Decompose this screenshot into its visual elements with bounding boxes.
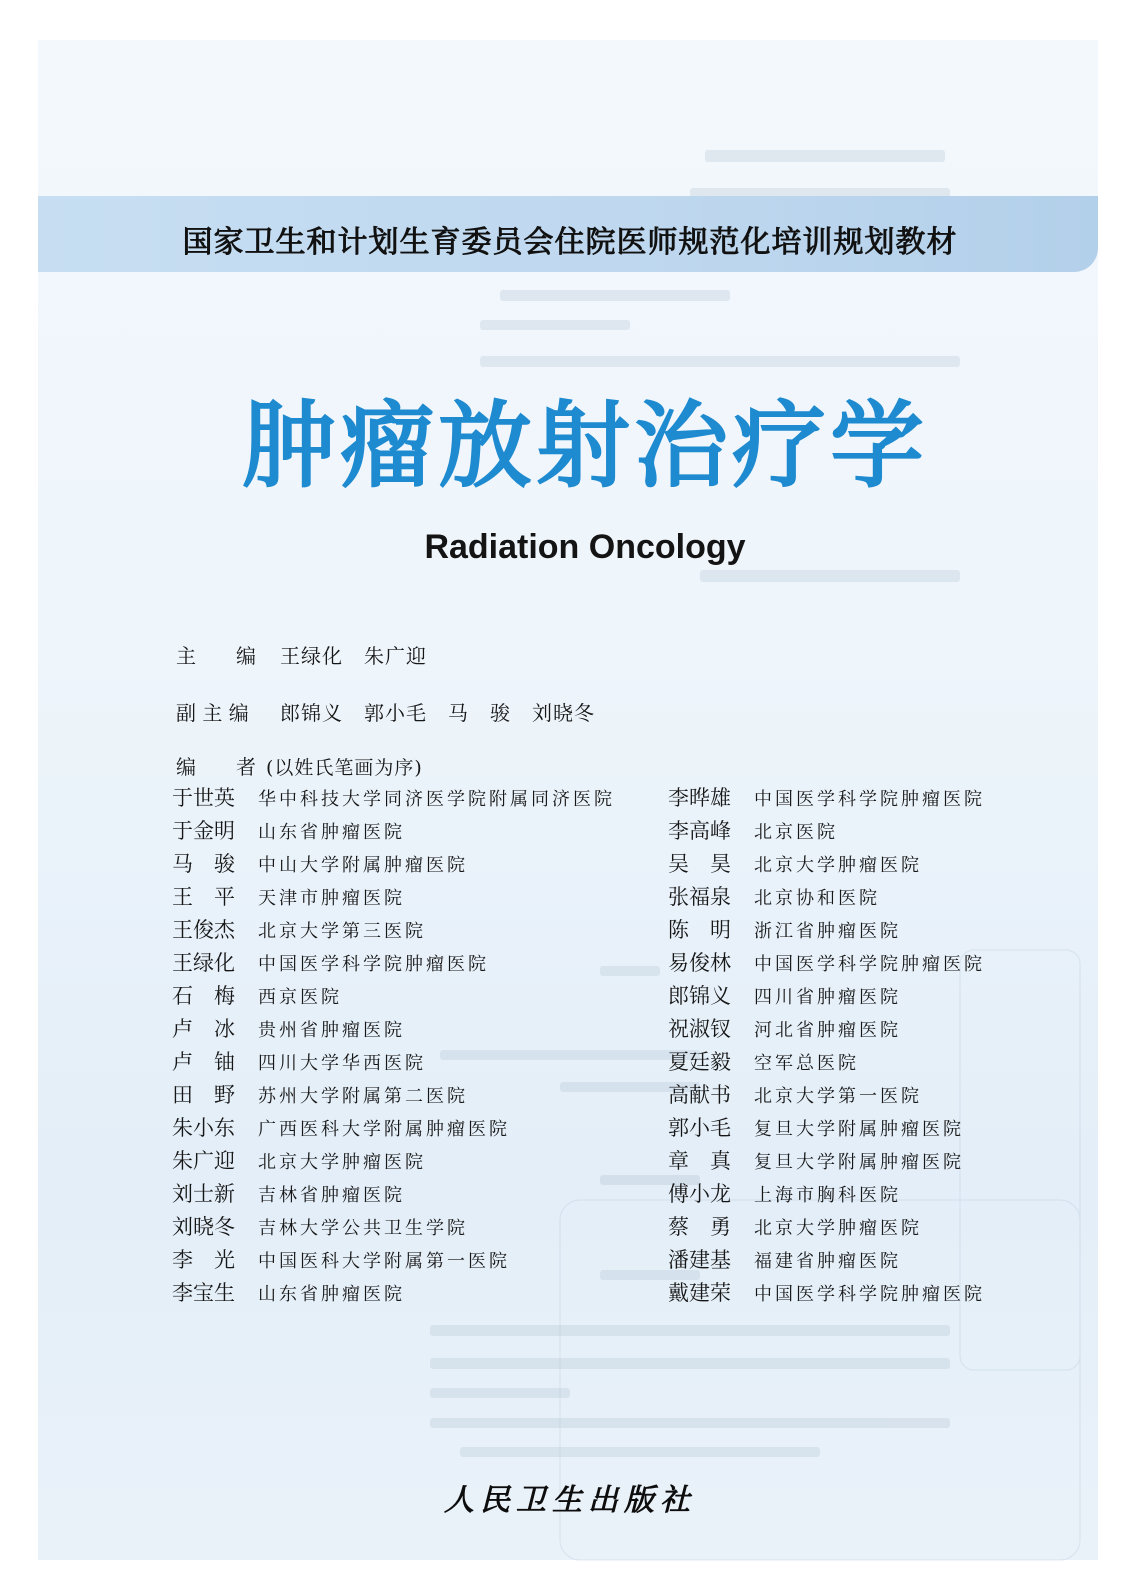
contributor-row	[668, 914, 985, 947]
contributor-row	[172, 947, 615, 980]
contributor-row	[172, 1178, 615, 1211]
contributor-name: 刘士新	[172, 1182, 235, 1206]
contributors-left-column	[172, 782, 615, 1310]
contributor-name: 易俊林	[668, 951, 731, 975]
contributor-affiliation: 四川大学华西医院	[258, 1053, 426, 1074]
contributor-affiliation: 北京大学第三医院	[258, 921, 426, 942]
contributor-name: 蔡 勇	[668, 1215, 731, 1239]
contributor-row	[668, 782, 985, 815]
contributor-name: 于金明	[172, 819, 235, 843]
contributor-name: 李 光	[172, 1248, 235, 1272]
contributor-name: 夏廷毅	[668, 1050, 731, 1074]
contributor-affiliation: 吉林省肿瘤医院	[258, 1185, 405, 1206]
contributor-name: 王俊杰	[172, 918, 235, 942]
contributor-name: 朱广迎	[172, 1149, 235, 1173]
contributor-affiliation: 北京大学肿瘤医院	[754, 855, 922, 876]
contributor-row	[668, 1079, 985, 1112]
contributors-note: (以姓氏笔画为序)	[266, 757, 423, 779]
contributor-affiliation: 复旦大学附属肿瘤医院	[754, 1152, 964, 1173]
contributor-affiliation: 北京大学肿瘤医院	[258, 1152, 426, 1173]
contributor-name: 戴建荣	[668, 1281, 731, 1305]
contributor-row	[668, 1178, 985, 1211]
contributor-affiliation: 四川省肿瘤医院	[754, 987, 901, 1008]
book-title: 肿瘤放射治疗学	[241, 392, 928, 501]
contributor-affiliation: 山东省肿瘤医院	[258, 822, 405, 843]
contributor-name: 田 野	[172, 1083, 235, 1107]
contributor-name: 卢 铀	[172, 1050, 235, 1074]
contributor-affiliation: 北京医院	[754, 822, 838, 843]
contributor-name: 高献书	[668, 1083, 731, 1107]
contributors-right-column	[668, 782, 985, 1310]
contributor-name: 李高峰	[668, 819, 731, 843]
contributor-affiliation: 吉林大学公共卫生学院	[258, 1218, 468, 1239]
contributor-affiliation: 天津市肿瘤医院	[258, 888, 405, 909]
contributor-row	[172, 881, 615, 914]
chief-editors	[176, 640, 427, 669]
contributor-row	[668, 815, 985, 848]
publisher-logo: 人民卫生出版社	[444, 1483, 696, 1518]
associate-editors-label: 副 主 编	[176, 701, 249, 725]
contributor-affiliation: 苏州大学附属第二医院	[258, 1086, 468, 1107]
contributor-affiliation: 复旦大学附属肿瘤医院	[754, 1119, 964, 1140]
contributor-row	[172, 914, 615, 947]
contributor-affiliation: 山东省肿瘤医院	[258, 1284, 405, 1305]
contributors-heading	[176, 751, 423, 780]
contributor-affiliation: 福建省肿瘤医院	[754, 1251, 901, 1272]
contributor-affiliation: 中山大学附属肿瘤医院	[258, 855, 468, 876]
contributor-row	[172, 1046, 615, 1079]
contributor-row	[668, 848, 985, 881]
contributor-name: 章 真	[668, 1149, 731, 1173]
contributor-name: 刘晓冬	[172, 1215, 235, 1239]
contributor-row	[668, 1277, 985, 1310]
contributor-row	[668, 881, 985, 914]
contributor-name: 吴 昊	[668, 852, 731, 876]
contributor-row	[668, 1046, 985, 1079]
contributor-name: 石 梅	[172, 984, 235, 1008]
contributor-row	[172, 848, 615, 881]
contributor-row	[172, 1079, 615, 1112]
contributor-affiliation: 中国医学科学院肿瘤医院	[754, 954, 985, 975]
contributor-name: 陈 明	[668, 918, 731, 942]
contributor-affiliation: 上海市胸科医院	[754, 1185, 901, 1206]
contributor-row	[172, 815, 615, 848]
contributor-affiliation: 贵州省肿瘤医院	[258, 1020, 405, 1041]
contributor-row	[172, 1112, 615, 1145]
associate-editors-names: 郎锦义 郭小毛 马 骏 刘晓冬	[280, 701, 595, 725]
chief-editors-names: 王绿化 朱广迎	[280, 644, 427, 668]
contributor-name: 王绿化	[172, 951, 235, 975]
contributor-row	[172, 1211, 615, 1244]
contributor-affiliation: 中国医科大学附属第一医院	[258, 1251, 510, 1272]
contributor-affiliation: 空军总医院	[754, 1053, 859, 1074]
contributor-row	[172, 1145, 615, 1178]
contributor-row	[172, 1277, 615, 1310]
contributor-name: 王 平	[172, 885, 235, 909]
contributor-affiliation: 河北省肿瘤医院	[754, 1020, 901, 1041]
contributor-affiliation: 华中科技大学同济医学院附属同济医院	[258, 789, 615, 810]
series-title: 国家卫生和计划生育委员会住院医师规范化培训规划教材	[182, 225, 958, 260]
contributor-row	[172, 1013, 615, 1046]
contributor-name: 卢 冰	[172, 1017, 235, 1041]
contributor-row	[668, 947, 985, 980]
contributor-affiliation: 中国医学科学院肿瘤医院	[258, 954, 489, 975]
contributor-affiliation: 浙江省肿瘤医院	[754, 921, 901, 942]
contributor-row	[668, 1112, 985, 1145]
contributor-affiliation: 中国医学科学院肿瘤医院	[754, 789, 985, 810]
contributor-row	[172, 782, 615, 815]
contributor-row	[668, 1145, 985, 1178]
english-title: Radiation Oncology	[424, 528, 746, 566]
contributor-name: 李宝生	[172, 1281, 235, 1305]
contributor-name: 李晔雄	[668, 786, 731, 810]
contributor-name: 傅小龙	[668, 1182, 731, 1206]
contributors-label: 编 者	[176, 755, 256, 779]
contributor-name: 祝淑钗	[668, 1017, 731, 1041]
contributor-name: 朱小东	[172, 1116, 235, 1140]
contributor-affiliation: 北京协和医院	[754, 888, 880, 909]
contributor-affiliation: 中国医学科学院肿瘤医院	[754, 1284, 985, 1305]
contributor-affiliation: 西京医院	[258, 987, 342, 1008]
contributor-affiliation: 北京大学肿瘤医院	[754, 1218, 922, 1239]
contributor-row	[172, 980, 615, 1013]
contributor-row	[668, 980, 985, 1013]
contributor-name: 郭小毛	[668, 1116, 731, 1140]
contributor-row	[172, 1244, 615, 1277]
contributor-name: 马 骏	[172, 852, 235, 876]
chief-editors-label: 主 编	[176, 644, 256, 668]
contributor-row	[668, 1013, 985, 1046]
contributor-name: 潘建基	[668, 1248, 731, 1272]
contributor-affiliation: 北京大学第一医院	[754, 1086, 922, 1107]
contributor-name: 郎锦义	[668, 984, 731, 1008]
contributor-affiliation: 广西医科大学附属肿瘤医院	[258, 1119, 510, 1140]
contributor-row	[668, 1211, 985, 1244]
associate-editors	[176, 697, 595, 726]
contributor-name: 于世英	[172, 786, 235, 810]
contributor-row	[668, 1244, 985, 1277]
contributor-name: 张福泉	[668, 885, 731, 909]
